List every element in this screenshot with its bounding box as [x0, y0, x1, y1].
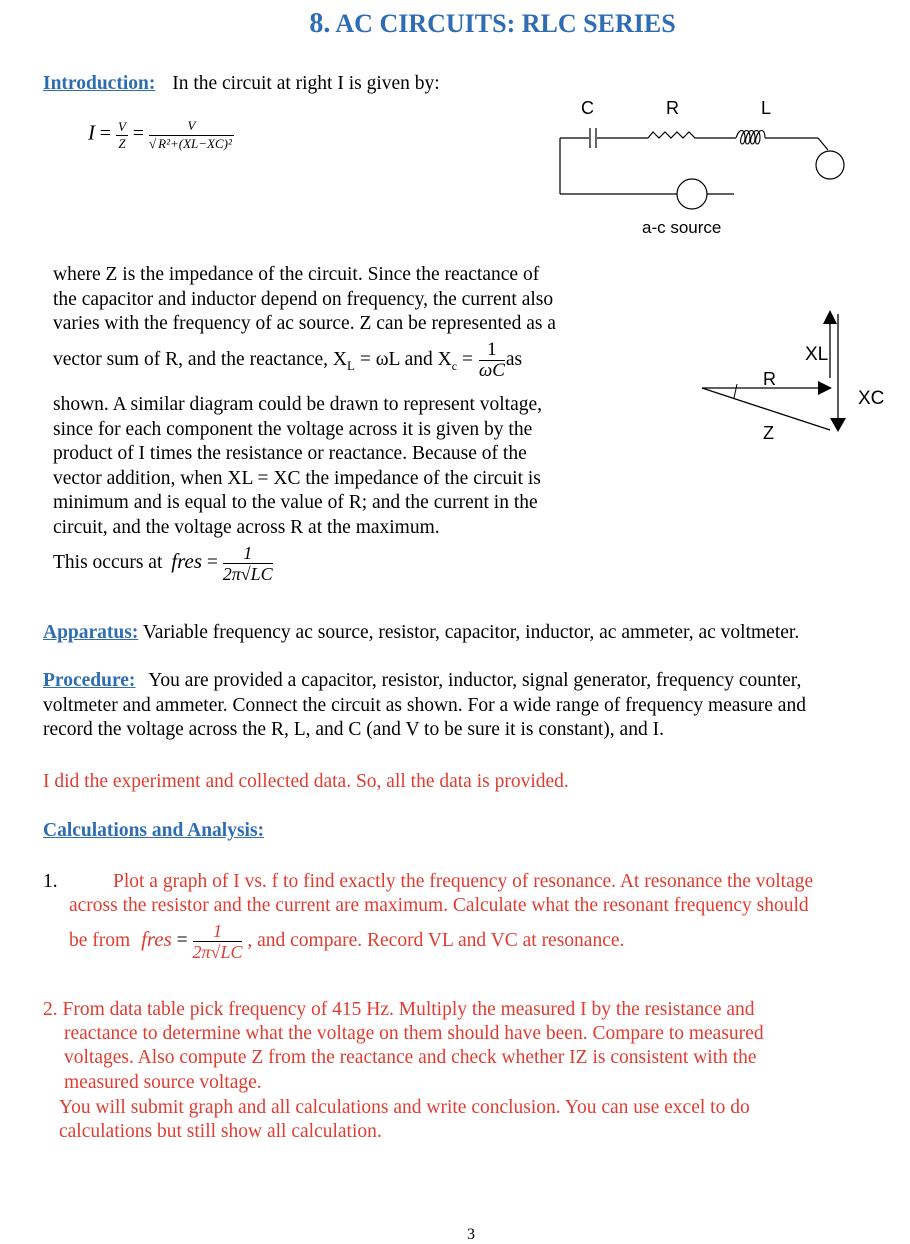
submit-line: You will submit graph and all calculations and write conclusion. You can use excel to do	[59, 1097, 750, 1118]
item-1-formula-line: be from fres = $\frac{1}{2\pi√LC}$ , and compare. Record VL and VC at resonance.	[69, 921, 625, 962]
intro-lead: In the circuit at right I is given by:	[172, 73, 440, 94]
page-title	[0, 8, 910, 40]
intro-paragraph2-line: shown. A similar diagram could be drawn to represent voltage,	[53, 394, 543, 415]
item-1-line: across the resistor and the current are maximum. Calculate what the resonant frequency should	[69, 895, 809, 916]
resonance-prefix: This occurs at	[53, 551, 163, 573]
angle-mark	[734, 384, 737, 398]
calculations-heading-wrap	[43, 819, 264, 844]
reactance-frac-den: ωC	[478, 360, 505, 381]
phasor-diagram	[690, 300, 900, 450]
eq-frac2-num: V	[149, 118, 234, 136]
ac-source-circle	[677, 179, 707, 209]
title-number: 8.	[309, 8, 331, 39]
intro-paragraph2-line: since for each component the voltage across it is given by the	[53, 418, 533, 440]
intro-line	[43, 72, 440, 97]
intro-heading: Introduction:	[43, 73, 156, 94]
source-label: a-c source	[642, 218, 722, 237]
intro-paragraph-line: where Z is the impedance of the circuit. Since the reactance of	[53, 264, 540, 285]
intro-paragraph2-line: minimum and is equal to the value of R; and the current in the	[53, 492, 538, 514]
eq-frac1	[116, 119, 128, 152]
item-1-be-from: be from	[69, 929, 131, 951]
intro-paragraph-line: varies with the frequency of ac source. Z can be represented as a	[53, 313, 556, 335]
intro-paragraph	[53, 263, 556, 337]
phasor-xl-text: XL	[805, 344, 829, 365]
xc-subscript: c	[451, 358, 458, 373]
intro-paragraph2-line: vector addition, when XL = XC the impedance of the circuit is	[53, 467, 541, 489]
vector-sum-line	[53, 340, 522, 381]
vector-eq: =	[457, 348, 478, 370]
eq-frac1-den: Z	[118, 135, 126, 151]
resonance-line: This occurs at fres = $\frac{1}{2\pi√LC}$	[53, 543, 273, 584]
fres-fraction	[223, 543, 273, 584]
right-meter-circle	[816, 151, 844, 179]
apparatus-text: Variable frequency ac source, resistor, capacitor, inductor, ac ammeter, ac voltmeter.	[142, 622, 800, 643]
current-equation: I = $\frac{V}{Z}$ = $\frac{V}{\text{√ R²+(XL−XC)²}}$	[88, 118, 232, 151]
phasor-xl-label	[805, 344, 828, 365]
capacitor-label: C	[581, 98, 594, 118]
item-1-fres-fraction	[193, 921, 243, 962]
procedure-line: record the voltage across the R, L, and C (and V to be sure it is constant), and I.	[43, 719, 664, 741]
inductor-label: L	[761, 98, 772, 118]
vector-prefix: vector sum of R, and the reactance, X	[53, 348, 348, 370]
item-2-line: voltages. Also compute Z from the reactance and check whether IZ is consistent with the	[64, 1047, 757, 1068]
page-number: 3	[467, 1226, 475, 1243]
eq-frac2-den-wrap: √ R²+(XL−XC)²	[149, 136, 232, 151]
item-1-fres-den: 2π√LC	[192, 942, 243, 962]
vector-suffix: as	[505, 348, 523, 370]
submit-line: calculations but still show all calculation.	[59, 1121, 382, 1142]
eq-frac1-num: V	[118, 118, 126, 134]
eq-frac2-den: R²+(XL−XC)²	[158, 136, 232, 151]
intro-paragraph2-line: product of I times the resistance or reactance. Because of the	[53, 443, 527, 465]
eq-lhs: I	[88, 120, 95, 145]
phasor-z-label: Z	[763, 423, 774, 443]
fres-num: 1	[223, 543, 273, 564]
intro-paragraph-2	[53, 393, 542, 541]
item-1-fres-num: 1	[193, 921, 243, 942]
phasor-xc-label: XC	[858, 388, 885, 409]
resistor-symbol	[648, 132, 700, 138]
fres-label: fres	[171, 548, 202, 573]
eq-frac2	[149, 118, 234, 152]
intro-paragraph-line: the capacitor and inductor depend on frequency, the current also	[53, 288, 554, 310]
procedure-block	[43, 669, 806, 743]
phasor-r-label: R	[763, 369, 776, 389]
xl-subscript: L	[347, 357, 355, 373]
item-1-tail: , and compare. Record VL and VC at resonance.	[247, 929, 625, 951]
data-note: I did the experiment and collected data. So, all the data is provided.	[43, 771, 569, 792]
rlc-circuit-diagram	[556, 94, 856, 244]
reactance-fraction	[479, 340, 505, 381]
item-1-line: Plot a graph of I vs. f to find exactly the frequency of resonance. At resonance the voltage	[113, 871, 814, 892]
item-1-number: 1.	[43, 871, 58, 892]
reactance-frac-num: 1	[479, 340, 505, 361]
intro-paragraph2-line: circuit, and the voltage across R at the maximum.	[53, 516, 440, 538]
apparatus-line	[43, 621, 799, 646]
inductor-symbol	[736, 131, 765, 145]
procedure-line: voltmeter and ammeter. Connect the circuit as shown. For a wide range of frequency measure and	[43, 694, 806, 716]
item-2-line: reactance to determine what the voltage on them should have been. Compare to measured	[64, 1023, 764, 1044]
resistor-label: R	[666, 98, 679, 118]
item-1-fres-label: fres	[141, 926, 172, 951]
title-text: AC CIRCUITS: RLC SERIES	[335, 9, 676, 38]
procedure-heading: Procedure:	[43, 670, 136, 691]
vector-mid: = ωL and X	[354, 348, 452, 370]
item-2-line: measured source voltage.	[64, 1072, 262, 1093]
fres-den: 2π√LC	[222, 564, 273, 584]
procedure-line: You are provided a capacitor, resistor, inductor, signal generator, frequency counter,	[148, 670, 802, 691]
apparatus-heading: Apparatus:	[43, 622, 139, 643]
calculations-heading: Calculations and Analysis:	[43, 820, 265, 841]
item-2-line: 2. From data table pick frequency of 415 Hz. Multiply the measured I by the resistance and	[43, 999, 755, 1020]
